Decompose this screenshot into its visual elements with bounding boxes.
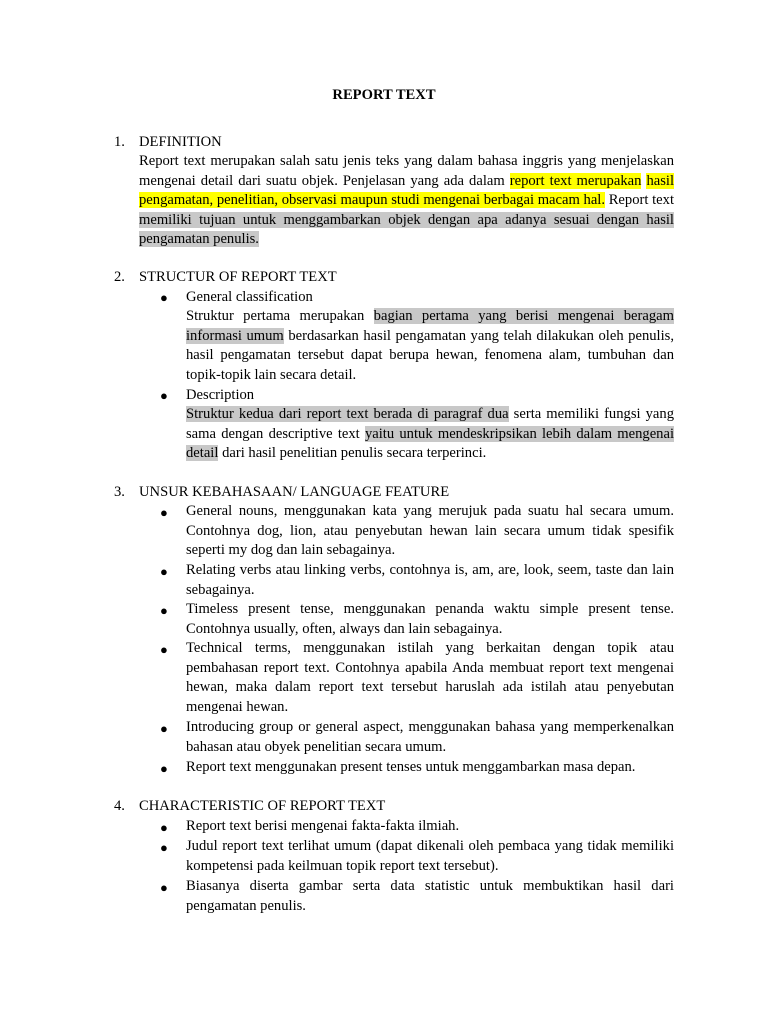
list-item: Biasanya diserta gambar serta data statistic untuk membuktikan hasil dari pengamatan penulis.	[186, 878, 674, 914]
list-item: Technical terms, menggunakan istilah yang berkaitan dengan topik atau pembahasan report text. Contohnya apabila Anda membuat report text mengenai hewan, maka dalam report text tersebut haruslah ada istilah atau penyebutan mengenai hewan.	[186, 640, 674, 715]
structure-item-label: General classification	[186, 289, 313, 305]
highlighted-text: hasil pengamatan, penelitian, observasi maupun studi mengenai berbagai macam hal.	[139, 172, 675, 209]
bullet-icon: ●	[160, 603, 168, 618]
highlighted-text: Struktur kedua dari report text berada di paragraf dua	[186, 406, 509, 422]
list-item: Introducing group or general aspect, menggunakan bahasa yang memperkenalkan bahasan atau obyek penelitian secara umum.	[186, 719, 674, 755]
text-run: Report text merupakan salah satu jenis teks yang dalam bahasa inggris yang menjelaskan mengenai detail dari suatu objek. Penjelasan yang ada dalam	[139, 153, 674, 189]
list-item: Report text berisi mengenai fakta-fakta ilmiah.	[186, 818, 460, 834]
bullet-icon: ●	[160, 564, 168, 579]
section-2-number: 2.	[114, 269, 125, 285]
list-item: Relating verbs atau linking verbs, contohnya is, am, are, look, seem, taste dan lain sebagainya.	[186, 562, 674, 598]
bullet-icon: ●	[160, 820, 168, 835]
section-1-paragraph	[139, 152, 674, 250]
bullet-icon: ●	[160, 642, 168, 657]
list-item: Judul report text terlihat umum (dapat dikenali oleh pembaca yang tidak memiliki kompetensi pada keilmuan topik report text tersebut).	[186, 838, 674, 874]
text-run: serta memiliki fungsi yang sama dengan descriptive text	[186, 406, 674, 442]
highlighted-text: memiliki tujuan untuk menggambarkan objek dengan apa adanya sesuai dengan hasil pengamatan penulis.	[139, 211, 674, 248]
section-2-heading: STRUCTUR OF REPORT TEXT	[139, 269, 337, 285]
section-4-heading: CHARACTERISTIC OF REPORT TEXT	[139, 798, 386, 814]
list-item: Report text menggunakan present tenses untuk menggambarkan masa depan.	[186, 759, 636, 775]
highlighted-text: bagian pertama yang berisi mengenai beragam informasi umum	[186, 308, 674, 344]
highlighted-text: report text merupakan	[509, 172, 642, 189]
bullet-icon: ●	[160, 290, 168, 305]
bullet-icon: ●	[160, 761, 168, 776]
section-4-number: 4.	[114, 798, 125, 814]
list-item: Timeless present tense, menggunakan penanda waktu simple present tense. Contohnya usually, often, always dan lain sebagainya.	[186, 601, 674, 637]
document-title: REPORT TEXT	[332, 87, 436, 103]
bullet-icon: ●	[160, 388, 168, 403]
highlighted-text: yaitu untuk mendeskripsikan lebih dalam mengenai detail	[186, 425, 675, 462]
bullet-icon: ●	[160, 880, 168, 895]
structure-item-paragraph	[186, 307, 674, 385]
text-run: Report text	[605, 192, 674, 209]
list-item: General nouns, menggunakan kata yang merujuk pada suatu hal secara umum. Contohnya dog, lion, atau penyebutan hewan lain secara umum tidak spesifik seperti my dog dan lain sebagainya.	[186, 503, 674, 559]
text-run: dari hasil penelitian penulis secara terperinci.	[218, 445, 487, 462]
structure-item-label: Description	[186, 387, 255, 403]
text-run: berdasarkan hasil pengamatan yang telah dilakukan oleh penulis, hasil pengamatan tersebut dapat berupa hewan, fenomena alam, tumbuhan dan topik-topik lain secara detail.	[186, 327, 674, 383]
section-3-number: 3.	[114, 484, 125, 500]
bullet-icon: ●	[160, 721, 168, 736]
section-1-heading: DEFINITION	[139, 134, 222, 150]
text-run: Struktur pertama merupakan	[186, 308, 374, 324]
bullet-icon: ●	[160, 505, 168, 520]
bullet-icon: ●	[160, 840, 168, 855]
structure-item-paragraph	[186, 405, 674, 464]
section-3-heading: UNSUR KEBAHASAAN/ LANGUAGE FEATURE	[139, 484, 450, 500]
section-1-number: 1.	[114, 134, 125, 150]
